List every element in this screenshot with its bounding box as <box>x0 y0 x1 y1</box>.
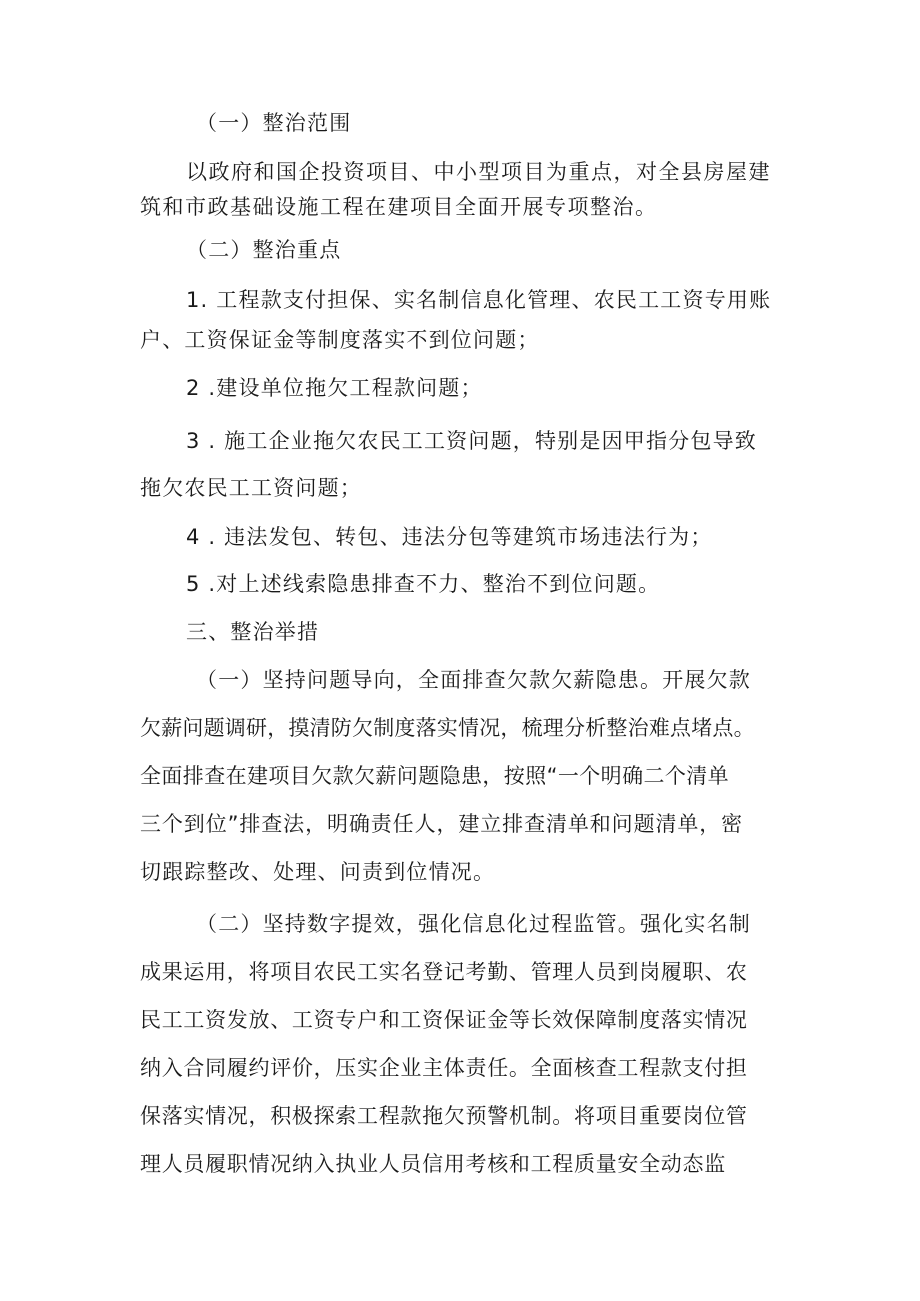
section-heading-focus <box>186 233 831 268</box>
list-item-line: 5 .对上述线索隐患排查不力、整治不到位问题。 <box>186 572 661 596</box>
list-item-1 <box>186 283 831 318</box>
heading-text: （二）整治重点 <box>186 238 342 262</box>
list-item-4 <box>186 520 831 555</box>
measure-paragraph-2-line2 <box>140 955 785 990</box>
measure-paragraph-1-line5 <box>140 855 785 890</box>
list-item-line: 拖欠农民工工资问题； <box>140 476 362 500</box>
paragraph-line: （二）坚持数字提效，强化信息化过程监管。强化实名制 <box>196 912 751 936</box>
measure-paragraph-2-line6 <box>140 1147 785 1182</box>
measure-paragraph-2-line5 <box>140 1099 785 1134</box>
list-item-2 <box>186 371 831 406</box>
list-item-line: 3 . 施工企业拖欠农民工工资问题，特别是因甲指分包导致 <box>186 429 757 453</box>
list-item-line: 2 .建设单位拖欠工程款问题； <box>186 376 483 400</box>
heading-text: （一）整治范围 <box>196 111 352 135</box>
list-item-3-cont <box>140 471 785 506</box>
paragraph-scope-body-cont <box>140 190 785 225</box>
measure-paragraph-2-line3 <box>140 1003 785 1038</box>
paragraph-line: 保落实情况，积极探索工程款拖欠预警机制。将项目重要岗位管 <box>140 1104 748 1128</box>
list-item-1-cont <box>140 323 785 358</box>
paragraph-scope-body <box>186 155 831 190</box>
measure-paragraph-1-line2 <box>140 711 785 746</box>
measure-paragraph-2 <box>196 907 841 942</box>
paragraph-line: 民工工资发放、工资专户和工资保证金等长效保障制度落实情况 <box>140 1008 748 1032</box>
list-item-line: 4 . 违法发包、转包、违法分包等建筑市场违法行为； <box>186 525 713 549</box>
measure-paragraph-1-line3 <box>140 759 785 794</box>
paragraph-line: 以政府和国企投资项目、中小型项目为重点，对全县房屋建 <box>186 160 771 184</box>
list-item-line: 户、工资保证金等制度落实不到位问题； <box>140 328 540 352</box>
section-heading-measures <box>186 615 831 650</box>
heading-text: 三、整治举措 <box>186 620 320 644</box>
list-item-line: 1. 工程款支付担保、实名制信息化管理、农民工工资专用账 <box>186 288 772 312</box>
paragraph-line: 欠薪问题调研，摸清防欠制度落实情况，梳理分析整治难点堵点。 <box>140 716 755 740</box>
list-item-3 <box>186 424 831 459</box>
paragraph-line: 三个到位”排查法，明确责任人，建立排查清单和问题清单，密 <box>140 812 744 836</box>
paragraph-line: 筑和市政基础设施工程在建项目全面开展专项整治。 <box>140 195 658 219</box>
paragraph-line: 成果运用，将项目农民工实名登记考勤、管理人员到岗履职、农 <box>140 960 748 984</box>
paragraph-line: 切跟踪整改、处理、问责到位情况。 <box>140 860 496 884</box>
measure-paragraph-2-line4 <box>140 1051 785 1086</box>
paragraph-line: 纳入合同履约评价，压实企业主体责任。全面核查工程款支付担 <box>140 1056 748 1080</box>
list-item-5 <box>186 567 831 602</box>
section-heading-scope <box>196 106 841 141</box>
paragraph-line: 理人员履职情况纳入执业人员信用考核和工程质量安全动态监 <box>140 1152 726 1176</box>
paragraph-line: （一）坚持问题导向，全面排查欠款欠薪隐患。开展欠款 <box>196 668 751 692</box>
paragraph-line: 全面排查在建项目欠款欠薪问题隐患，按照“一个明确二个清单 <box>140 764 730 788</box>
measure-paragraph-1-line4 <box>140 807 785 842</box>
measure-paragraph-1 <box>196 663 841 698</box>
